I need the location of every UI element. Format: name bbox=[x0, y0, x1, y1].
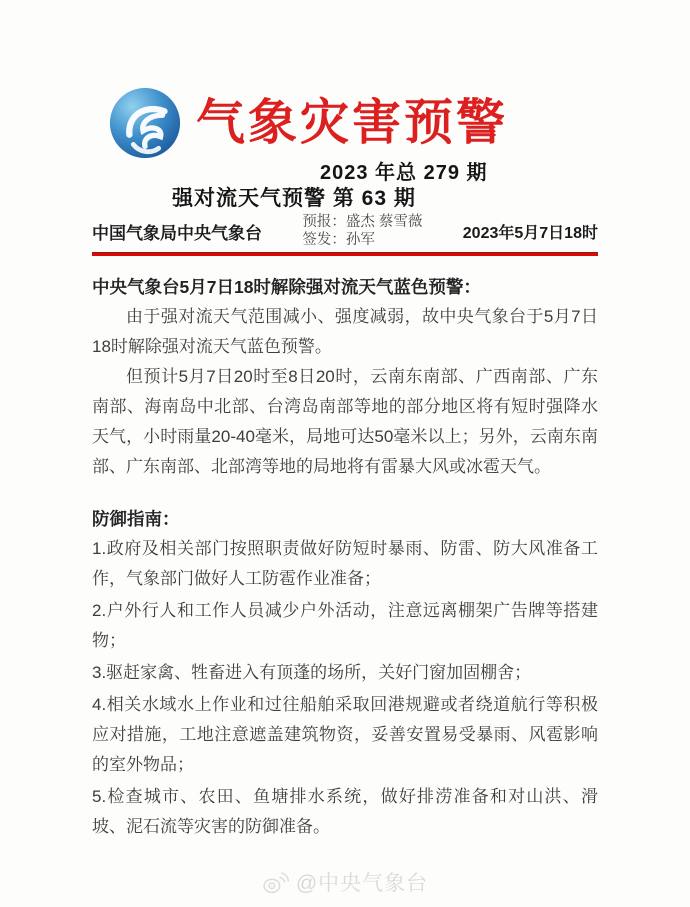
forecaster-line bbox=[302, 213, 422, 231]
guide-item-5: 5.检查城市、农田、鱼塘排水系统，做好排涝准备和对山洪、滑坡、泥石流等灾害的防御准备。 bbox=[92, 787, 598, 836]
forecaster-names: 盛杰 蔡雪薇 bbox=[345, 214, 423, 230]
guide-item-4: 4.相关水域水上作业和过往船舶采取回港规避或者绕道航行等积极应对措施，工地注意遮盖建筑物资，妥善安置易受暴雨、风雹影响的室外物品； bbox=[92, 695, 598, 774]
bulletin-headline: 中央气象台5月7日18时解除强对流天气蓝色预警： bbox=[92, 277, 481, 297]
issued-datetime: 2023年5月7日18时 bbox=[462, 224, 598, 242]
issue-number-warning: 强对流天气预警 第 63 期 bbox=[172, 187, 416, 210]
watermark-row bbox=[0, 867, 690, 897]
guide-item-2: 2.户外行人和工作人员减少户外活动，注意远离棚架广告牌等搭建物； bbox=[92, 601, 598, 650]
issue-number-total: 2023 年总 279 期 bbox=[320, 162, 488, 184]
header-divider bbox=[92, 252, 598, 256]
signers-block bbox=[302, 213, 422, 249]
forecaster-label: 预报： bbox=[302, 214, 346, 230]
bulletin-paragraph: 但预计5月7日20时至8日20时，云南东南部、广西南部、广东南部、海南岛中北部、台湾岛南部等地的部分地区将有短时强降水天气，小时雨量20-40毫米，局地可达50毫米以上；另外，云南东南部、广东南部、北部湾等地的局地将有雷暴大风或冰雹天气。 bbox=[92, 367, 598, 476]
guide-item-1: 1.政府及相关部门按照职责做好防短时暴雨、防雷、防大风准备工作，气象部门做好人工防雹作业准备； bbox=[92, 539, 598, 588]
watermark-text: @中央气象台 bbox=[295, 872, 429, 895]
meta-row bbox=[92, 213, 598, 249]
issuer-line bbox=[302, 231, 422, 249]
header bbox=[92, 86, 598, 160]
issuer-name: 孙军 bbox=[345, 232, 375, 248]
agency-name: 中国气象局中央气象台 bbox=[92, 223, 262, 243]
cma-logo bbox=[108, 86, 182, 160]
guide-item-3: 3.驱赶家禽、牲畜进入有顶蓬的场所，关好门窗加固棚舍； bbox=[92, 663, 532, 682]
page-title: 气象灾害预警 bbox=[196, 95, 509, 150]
bulletin-paragraph: 由于强对流天气范围减小、强度减弱，故中央气象台于5月7日18时解除强对流天气蓝色预警。 bbox=[92, 307, 598, 356]
defense-guide-title: 防御指南： bbox=[92, 509, 180, 529]
weibo-icon bbox=[262, 870, 290, 895]
issuer-label: 签发： bbox=[302, 232, 346, 248]
